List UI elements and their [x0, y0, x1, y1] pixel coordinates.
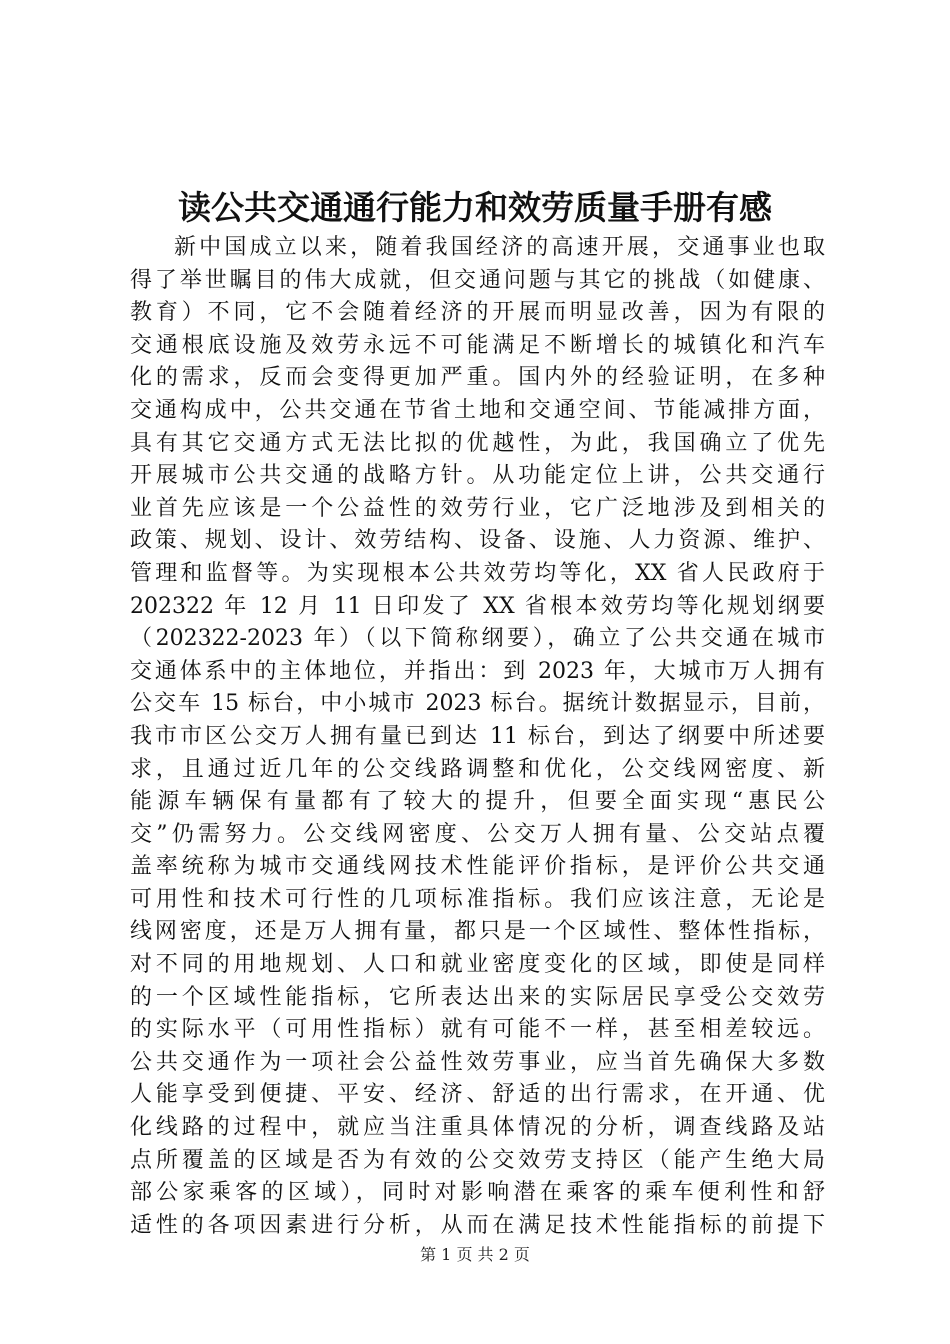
text-line: 得了举世瞩目的伟大成就，但交通问题与其它的挑战（如健康、 — [130, 267, 825, 293]
text-line: 适性的各项因素进行分析，从而在满足技术性能指标的前提下 — [130, 1212, 825, 1238]
text-line: 能源车辆保有量都有了较大的提升，但要全面实现“惠民公 — [130, 789, 825, 815]
text-line: 政策、规划、设计、效劳结构、设备、设施、人力资源、维护、 — [130, 528, 825, 554]
text-line: 具有其它交通方式无法比拟的优越性，为此，我国确立了优先 — [130, 430, 825, 456]
text-line: 化的需求，反而会变得更加严重。国内外的经验证明，在多种 — [130, 365, 825, 391]
text-line: 教育）不同，它不会随着经济的开展而明显改善，因为有限的 — [130, 300, 825, 326]
text-line: 线网密度，还是万人拥有量，都只是一个区域性、整体性指标， — [130, 919, 825, 945]
document-title: 读公共交通通行能力和效劳质量手册有感 — [178, 188, 772, 227]
text-line: 开展城市公共交通的战略方针。从功能定位上讲，公共交通行 — [130, 463, 825, 489]
text-line: 部公家乘客的区域），同时对影响潜在乘客的乘车便利性和舒 — [130, 1180, 825, 1206]
text-line: 的实际水平（可用性指标）就有可能不一样，甚至相差较远。 — [130, 1017, 825, 1043]
text-line: 公共交通作为一项社会公益性效劳事业，应当首先确保大多数 — [130, 1049, 825, 1075]
text-line: 202322 年 12 月 11 日印发了 XX 省根本效劳均等化规划纲要 — [130, 593, 825, 619]
text-line: 盖率统称为城市交通线网技术性能评价指标，是评价公共交通 — [130, 854, 825, 880]
text-line: 交”仍需努力。公交线网密度、公交万人拥有量、公交站点覆 — [130, 821, 825, 847]
text-line: 管理和监督等。为实现根本公共效劳均等化，XX 省人民政府于 — [130, 560, 825, 586]
text-line: 交通根底设施及效劳永远不可能满足不断增长的城镇化和汽车 — [130, 332, 825, 358]
text-line: 可用性和技术可行性的几项标准指标。我们应该注意，无论是 — [130, 886, 825, 912]
body-paragraph — [130, 232, 825, 1242]
text-line: 我市市区公交万人拥有量已到达 11 标台，到达了纲要中所述要 — [130, 723, 825, 749]
text-line: 点所覆盖的区域是否为有效的公交效劳支持区（能产生绝大局 — [130, 1147, 825, 1173]
text-line: 交通体系中的主体地位，并指出：到 2023 年，大城市万人拥有 — [130, 658, 825, 684]
text-line: 求，且通过近几年的公交线路调整和优化，公交线网密度、新 — [130, 756, 825, 782]
text-line: 的一个区域性能指标，它所表达出来的实际居民享受公交效劳 — [130, 984, 825, 1010]
text-line: 新中国成立以来，随着我国经济的高速开展，交通事业也取 — [174, 235, 825, 260]
page-number: 第 1 页 共 2 页 — [420, 1245, 530, 1264]
text-line: 业首先应该是一个公益性的效劳行业，它广泛地涉及到相关的 — [130, 495, 825, 521]
text-line: 交通构成中，公共交通在节省土地和交通空间、节能减排方面， — [130, 397, 825, 423]
text-line: 人能享受到便捷、平安、经济、舒适的出行需求，在开通、优 — [130, 1082, 825, 1108]
text-line: 公交车 15 标台，中小城市 2023 标台。据统计数据显示，目前， — [130, 691, 825, 717]
text-line: 对不同的用地规划、人口和就业密度变化的区域，即使是同样 — [130, 952, 825, 978]
text-line: 化线路的过程中，就应当注重具体情况的分析，调查线路及站 — [130, 1115, 825, 1141]
text-line: （202322-2023 年）（以下简称纲要），确立了公共交通在城市 — [130, 626, 825, 652]
